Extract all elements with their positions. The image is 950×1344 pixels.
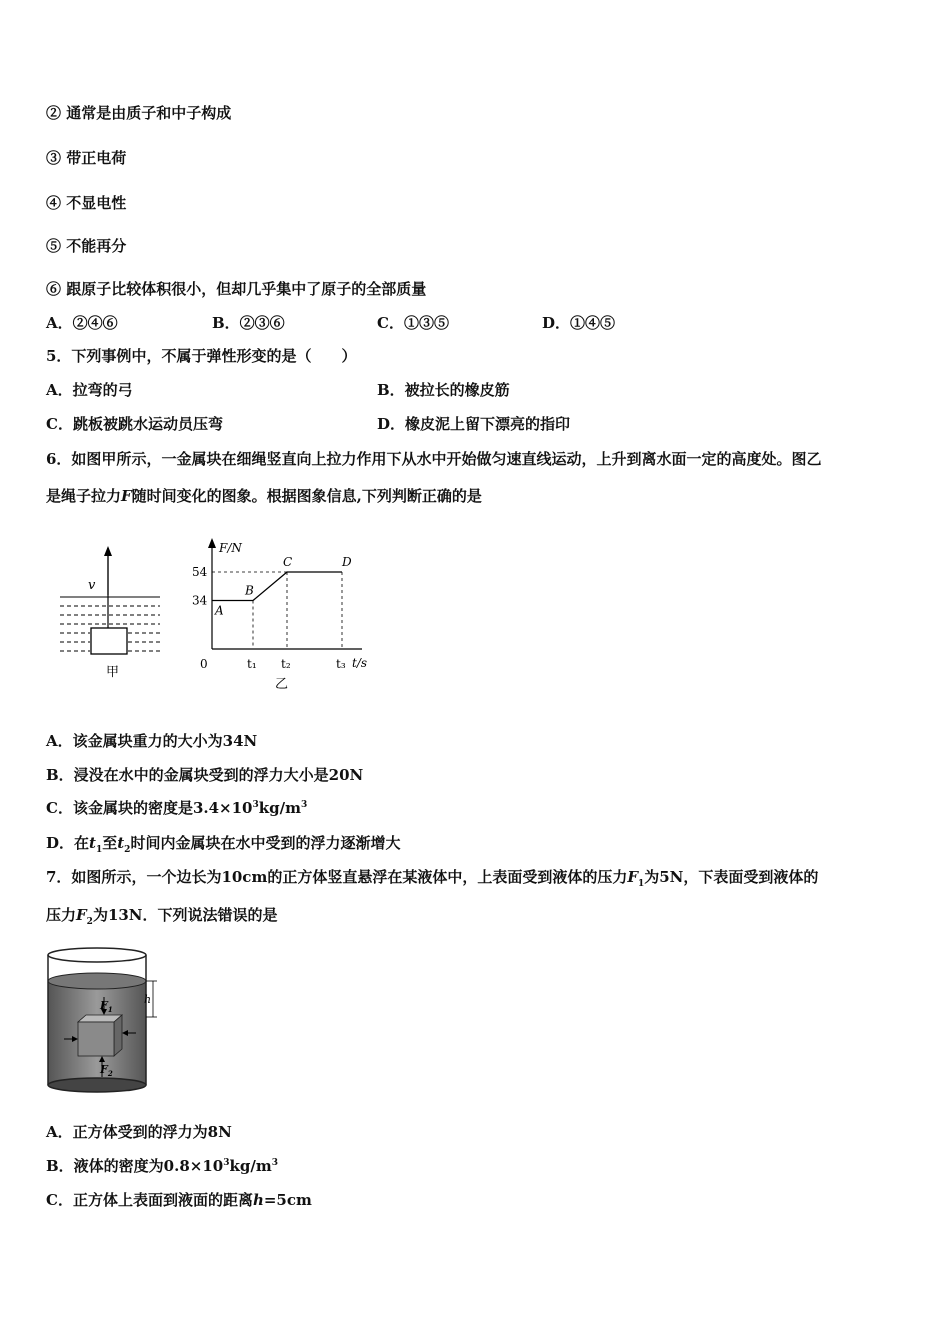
q7-text-a: 7．如图所示，一个边长为10cm的正方体竖直悬浮在某液体中，上表面受到液体的压力 <box>46 868 628 886</box>
q6-stem-text-b: 随时间变化的图象。根据图象信息,下列判断正确的是 <box>131 487 482 505</box>
cylinder-base <box>48 1078 146 1092</box>
origin-label: 0 <box>200 657 208 671</box>
metal-block <box>91 628 127 654</box>
q7-b-sup1: 3 <box>223 1158 230 1168</box>
q7-b-text: B．液体的密度为0.8×10 <box>46 1157 224 1175</box>
velocity-label: v <box>88 578 96 593</box>
f2-letter: F <box>100 1063 108 1076</box>
h-label: h <box>144 993 152 1006</box>
q6-option-d <box>46 832 400 855</box>
q7-option-c <box>46 1189 312 1210</box>
q6-option-c <box>46 797 307 818</box>
q6-stem-line1: 6．如图甲所示，一金属块在细绳竖直向上拉力作用下从水中开始做匀速直线运动，上升到离水面一定的高度处。图乙 <box>46 450 822 468</box>
q6-c-text: C．该金属块的密度是3.4×10 <box>46 799 253 817</box>
x-tick-label-3: t₃ <box>336 657 346 671</box>
q6-stem-text-a: 是绳子拉力 <box>46 487 122 505</box>
velocity-arrowhead <box>104 546 112 556</box>
point-label-B: B <box>245 583 254 598</box>
point-label-D: D <box>342 555 352 569</box>
x-axis-label: t/s <box>352 656 368 670</box>
y-axis-label: F/N <box>219 541 242 555</box>
q7-c-var: h <box>252 1191 264 1209</box>
q7-text-d: 为13N．下列说法错误的是 <box>92 906 278 924</box>
point-label-A: A <box>215 603 224 618</box>
q4-item-3: ③ 带正电荷 <box>46 149 127 167</box>
f1-sub: 1 <box>107 1005 113 1014</box>
q7-c-text-a: C．正方体上表面到液面的距离 <box>46 1191 253 1209</box>
q5-option-a: A．拉弯的弓 <box>46 381 133 399</box>
q7-var-f1-sub: 1 <box>637 879 645 889</box>
q7-option-a: A．正方体受到的浮力为8N <box>46 1123 232 1141</box>
q6-c-sup2: 3 <box>300 800 308 810</box>
y-tick-label-54: 54 <box>192 565 208 579</box>
q7-var-f2-sub: 2 <box>86 917 93 927</box>
q7-stem-line1 <box>46 866 818 889</box>
f1-letter: F <box>100 999 108 1012</box>
q4-item-4: ④ 不显电性 <box>46 194 127 212</box>
q7-c-text-b: =5cm <box>263 1191 312 1209</box>
q6-figure-jia <box>56 540 168 685</box>
y-axis-arrow <box>208 538 216 548</box>
q4-option-d: D．①④⑤ <box>542 314 616 332</box>
cube-side <box>114 1015 122 1056</box>
q6-stem-var: F <box>121 487 132 505</box>
cube-front <box>78 1022 114 1056</box>
q6-d-t2: t <box>117 834 125 852</box>
q7-text-b: 为5N，下表面受到液体的 <box>644 868 819 886</box>
q6-d-text-a: D．在 <box>46 834 90 852</box>
q5-option-b: B．被拉长的橡皮筋 <box>377 381 510 399</box>
figure-caption-jia: 甲 <box>106 665 120 680</box>
point-label-C: C <box>283 555 293 569</box>
q6-c-sup1: 3 <box>252 800 259 810</box>
q6-d-t2-sub: 2 <box>124 845 131 855</box>
q7-figure-cylinder <box>42 945 167 1095</box>
x-tick-label-2: t₂ <box>281 657 291 671</box>
q7-var-f1: F <box>627 868 638 886</box>
q7-stem-line2 <box>46 904 278 927</box>
x-tick-label-1: t₁ <box>247 657 257 671</box>
q6-d-t1-sub: 1 <box>95 845 103 855</box>
q7-option-b <box>46 1155 278 1176</box>
q7-b-sup2: 3 <box>271 1158 278 1168</box>
f2-sub: 2 <box>107 1069 113 1078</box>
q7-text-c: 压力 <box>46 906 77 924</box>
q5-option-d: D．橡皮泥上留下漂亮的指印 <box>377 415 571 433</box>
q4-option-a: A．②④⑥ <box>46 314 118 332</box>
cylinder-rim <box>48 948 146 962</box>
q4-option-c: C．①③⑤ <box>377 314 449 332</box>
q7-var-f2: F <box>76 906 87 924</box>
q6-option-a: A．该金属块重力的大小为34N <box>46 732 258 750</box>
q4-option-b: B．②③⑥ <box>212 314 285 332</box>
y-tick-label-34: 34 <box>192 593 208 608</box>
q6-c-unit: kg/m <box>258 799 301 817</box>
q6-d-t1: t <box>89 834 96 852</box>
q5-option-c: C．跳板被跳水运动员压弯 <box>46 415 223 433</box>
q6-figure-yi <box>190 535 380 695</box>
figure-caption-yi: 乙 <box>275 677 289 692</box>
q6-d-text-b: 至 <box>102 834 118 852</box>
q6-option-b: B．浸没在水中的金属块受到的浮力大小是20N <box>46 766 364 784</box>
q7-b-unit: kg/m <box>229 1157 272 1175</box>
q5-stem: 5．下列事例中，不属于弹性形变的是（ ） <box>46 347 357 365</box>
q4-item-6: ⑥ 跟原子比较体积很小，但却几乎集中了原子的全部质量 <box>46 280 427 298</box>
liquid-surface <box>48 973 146 989</box>
q6-stem-line2 <box>46 485 482 506</box>
q4-item-5: ⑤ 不能再分 <box>46 237 127 255</box>
series-line <box>212 572 342 601</box>
q4-item-2: ② 通常是由质子和中子构成 <box>46 104 232 122</box>
q6-d-text-c: 时间内金属块在水中受到的浮力逐渐增大 <box>130 834 401 852</box>
